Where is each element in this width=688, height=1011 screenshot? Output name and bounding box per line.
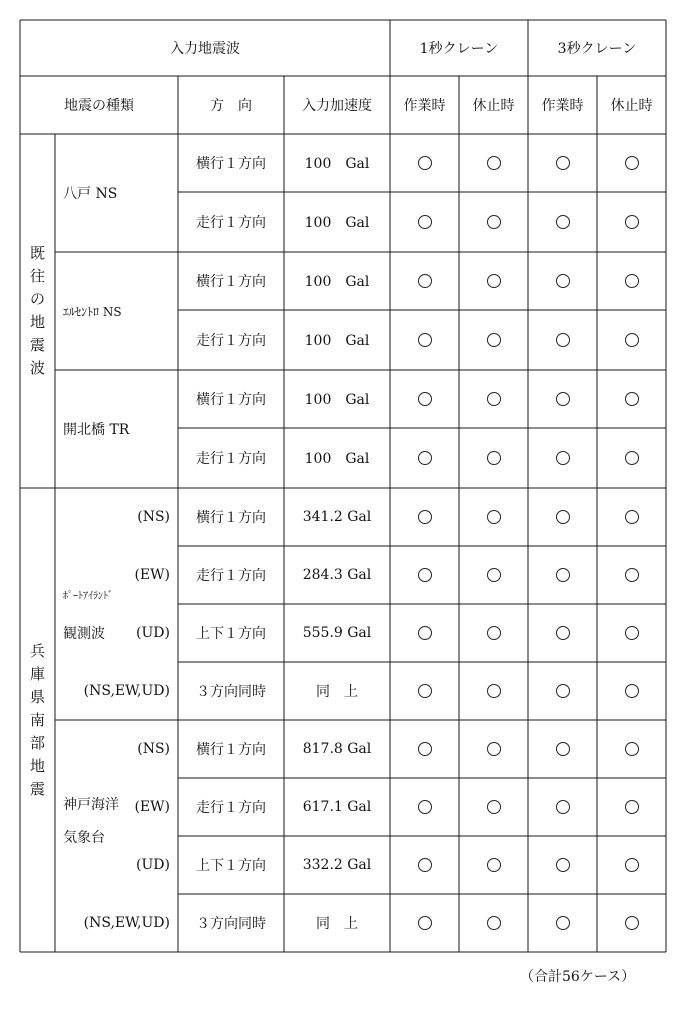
case-mark	[528, 310, 597, 370]
header-crane-1s: 1秒クレーン	[419, 41, 499, 57]
case-mark	[390, 720, 459, 778]
circle-mark-icon	[556, 568, 570, 582]
row-direction: 走行１方向	[196, 333, 266, 349]
case-mark	[459, 310, 528, 370]
wave-kobe-observatory: 気象台	[63, 830, 105, 846]
circle-mark-icon	[556, 156, 570, 170]
row-component: (NS)	[137, 509, 170, 525]
row-acceleration: 同 上	[316, 916, 358, 932]
circle-mark-icon	[418, 392, 432, 406]
circle-mark-icon	[556, 916, 570, 930]
wave-elcentro: ｴﾙｾﾝﾄﾛ NS	[63, 304, 122, 319]
circle-mark-icon	[625, 742, 639, 756]
group-label-hyogo-nanbu: 兵 庫 県 南 部 地 震	[29, 641, 45, 798]
case-mark	[528, 662, 597, 720]
case-mark	[459, 836, 528, 894]
circle-mark-icon	[625, 800, 639, 814]
row-acceleration: 同 上	[316, 684, 358, 700]
case-mark	[597, 720, 666, 778]
circle-mark-icon	[487, 215, 501, 229]
case-mark	[597, 134, 666, 192]
circle-mark-icon	[625, 451, 639, 465]
row-direction: 走行１方向	[196, 800, 266, 816]
case-mark	[597, 836, 666, 894]
circle-mark-icon	[487, 510, 501, 524]
row-direction: 横行１方向	[196, 510, 266, 526]
row-acceleration: 817.8 Gal	[302, 741, 372, 757]
case-mark	[390, 604, 459, 662]
circle-mark-icon	[487, 392, 501, 406]
circle-mark-icon	[487, 858, 501, 872]
row-acceleration: 100 Gal	[304, 451, 370, 467]
case-mark	[459, 252, 528, 310]
row-acceleration: 100 Gal	[304, 156, 370, 172]
case-mark	[459, 662, 528, 720]
case-mark	[528, 488, 597, 546]
circle-mark-icon	[418, 800, 432, 814]
case-mark	[459, 488, 528, 546]
row-component: (EW)	[134, 799, 170, 815]
circle-mark-icon	[625, 510, 639, 524]
case-mark	[459, 192, 528, 252]
case-mark	[597, 778, 666, 836]
wave-kaihoku: 開北橋 TR	[63, 422, 130, 438]
case-mark	[597, 662, 666, 720]
case-mark	[528, 894, 597, 952]
header-input-wave: 入力地震波	[170, 41, 240, 57]
circle-mark-icon	[556, 684, 570, 698]
circle-mark-icon	[418, 333, 432, 347]
circle-mark-icon	[625, 274, 639, 288]
case-mark	[390, 894, 459, 952]
wave-hachinohe: 八戸 NS	[63, 186, 118, 202]
circle-mark-icon	[418, 684, 432, 698]
circle-mark-icon	[625, 156, 639, 170]
wave-port-island-kana: ﾎﾟｰﾄｱｲﾗﾝﾄﾞ	[63, 590, 113, 602]
case-mark	[390, 370, 459, 428]
circle-mark-icon	[625, 684, 639, 698]
circle-mark-icon	[487, 333, 501, 347]
row-direction: ３方向同時	[196, 684, 266, 700]
circle-mark-icon	[625, 333, 639, 347]
circle-mark-icon	[556, 274, 570, 288]
circle-mark-icon	[625, 626, 639, 640]
case-mark	[528, 546, 597, 604]
case-mark	[528, 252, 597, 310]
circle-mark-icon	[625, 858, 639, 872]
case-mark	[597, 488, 666, 546]
row-acceleration: 100 Gal	[304, 392, 370, 408]
case-mark	[597, 310, 666, 370]
case-mark	[459, 604, 528, 662]
header-resting-1s: 休止時	[472, 98, 515, 114]
case-mark	[459, 778, 528, 836]
case-mark	[528, 604, 597, 662]
case-mark	[390, 134, 459, 192]
row-direction: 横行１方向	[196, 392, 266, 408]
case-mark	[390, 488, 459, 546]
circle-mark-icon	[418, 215, 432, 229]
row-acceleration: 555.9 Gal	[302, 625, 372, 641]
circle-mark-icon	[556, 451, 570, 465]
circle-mark-icon	[418, 156, 432, 170]
case-mark	[597, 546, 666, 604]
header-direction: 方 向	[210, 98, 252, 114]
row-direction: 上下１方向	[196, 626, 266, 642]
case-mark	[597, 252, 666, 310]
case-mark	[528, 428, 597, 488]
case-mark	[390, 192, 459, 252]
case-mark	[528, 370, 597, 428]
circle-mark-icon	[418, 916, 432, 930]
total-cases-note: （合計56ケース）	[520, 969, 636, 985]
case-mark	[528, 836, 597, 894]
circle-mark-icon	[625, 215, 639, 229]
case-mark	[597, 370, 666, 428]
circle-mark-icon	[418, 274, 432, 288]
header-working-1s: 作業時	[403, 98, 446, 114]
circle-mark-icon	[625, 916, 639, 930]
row-acceleration: 100 Gal	[304, 333, 370, 349]
case-mark	[390, 836, 459, 894]
circle-mark-icon	[418, 510, 432, 524]
row-direction: 横行１方向	[196, 274, 266, 290]
circle-mark-icon	[418, 626, 432, 640]
row-component: (NS,EW,UD)	[83, 915, 170, 931]
case-mark	[528, 720, 597, 778]
case-mark	[390, 428, 459, 488]
row-component: (NS)	[137, 741, 170, 757]
case-mark	[390, 662, 459, 720]
circle-mark-icon	[418, 742, 432, 756]
group-label-past-waves: 既 往 の 地 震 波	[29, 244, 45, 377]
row-acceleration: 341.2 Gal	[302, 509, 372, 525]
circle-mark-icon	[556, 215, 570, 229]
header-working-3s: 作業時	[541, 98, 584, 114]
case-mark	[390, 778, 459, 836]
circle-mark-icon	[418, 451, 432, 465]
circle-mark-icon	[625, 392, 639, 406]
circle-mark-icon	[556, 626, 570, 640]
row-direction: 横行１方向	[196, 156, 266, 172]
circle-mark-icon	[556, 858, 570, 872]
row-acceleration: 617.1 Gal	[302, 799, 372, 815]
case-mark	[528, 778, 597, 836]
case-mark	[390, 310, 459, 370]
case-mark	[597, 894, 666, 952]
row-acceleration: 100 Gal	[304, 215, 370, 231]
wave-port-island: 観測波	[63, 626, 105, 642]
row-direction: 走行１方向	[196, 215, 266, 231]
case-mark	[597, 604, 666, 662]
case-mark	[459, 370, 528, 428]
header-input-accel: 入力加速度	[302, 98, 372, 114]
header-resting-3s: 休止時	[610, 98, 653, 114]
case-mark	[459, 134, 528, 192]
case-mark	[390, 546, 459, 604]
case-mark	[459, 894, 528, 952]
row-direction: 横行１方向	[196, 742, 266, 758]
row-direction: 走行１方向	[196, 451, 266, 467]
circle-mark-icon	[556, 800, 570, 814]
row-component: (NS,EW,UD)	[83, 683, 170, 699]
row-direction: ３方向同時	[196, 916, 266, 932]
case-mark	[459, 546, 528, 604]
case-mark	[390, 252, 459, 310]
row-acceleration: 100 Gal	[304, 274, 370, 290]
row-acceleration: 332.2 Gal	[302, 857, 372, 873]
circle-mark-icon	[418, 568, 432, 582]
circle-mark-icon	[556, 742, 570, 756]
circle-mark-icon	[487, 274, 501, 288]
header-quake-type: 地震の種類	[64, 98, 134, 114]
case-mark	[528, 192, 597, 252]
row-component: (UD)	[136, 857, 170, 873]
case-mark	[459, 720, 528, 778]
circle-mark-icon	[487, 800, 501, 814]
circle-mark-icon	[487, 568, 501, 582]
circle-mark-icon	[418, 858, 432, 872]
row-component: (UD)	[136, 625, 170, 641]
case-mark	[597, 192, 666, 252]
circle-mark-icon	[487, 684, 501, 698]
circle-mark-icon	[487, 626, 501, 640]
row-direction: 上下１方向	[196, 858, 266, 874]
circle-mark-icon	[487, 742, 501, 756]
circle-mark-icon	[625, 568, 639, 582]
circle-mark-icon	[487, 916, 501, 930]
circle-mark-icon	[556, 392, 570, 406]
circle-mark-icon	[556, 333, 570, 347]
case-mark	[528, 134, 597, 192]
wave-kobe-marine: 神戸海洋	[63, 797, 119, 813]
circle-mark-icon	[556, 510, 570, 524]
header-crane-3s: 3秒クレーン	[557, 41, 637, 57]
row-direction: 走行１方向	[196, 568, 266, 584]
circle-mark-icon	[487, 156, 501, 170]
circle-mark-icon	[487, 451, 501, 465]
row-component: (EW)	[134, 567, 170, 583]
case-mark	[459, 428, 528, 488]
case-mark	[597, 428, 666, 488]
row-acceleration: 284.3 Gal	[302, 567, 372, 583]
